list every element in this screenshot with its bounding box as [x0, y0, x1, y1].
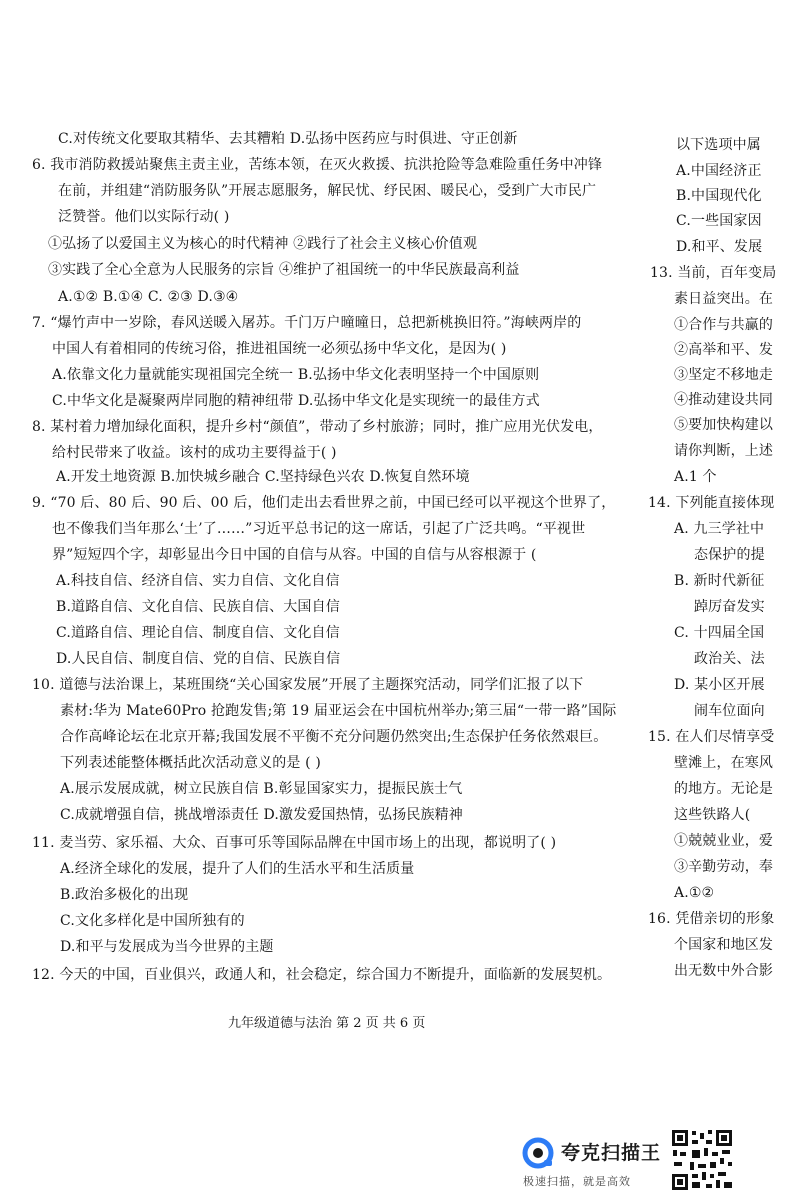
question-8-line: 8. 某村着力增加绿化面积，提升乡村“颜值”，带动了乡村旅游；同时，推广应用光伏发电， — [32, 419, 603, 435]
text-line: B.中国现代化 — [676, 188, 762, 204]
text-line: 这些铁路人( — [674, 807, 751, 823]
text-line: 在前，并组建“消防服务队”开展志愿服务，解民忧、纾民困、暖民心，受到广大市民广 — [58, 183, 597, 199]
text-line: B.道路自信、文化自信、民族自信、大国自信 — [56, 599, 340, 615]
text-line: 踔厉奋发实 — [694, 599, 765, 615]
text-line: C. 十四届全国 — [674, 625, 765, 641]
question-14-line: 14. 下列能直接体现 — [648, 495, 775, 511]
text-line: 也不像我们当年那么‘土’了……”习近平总书记的这一席话，引起了广泛共鸣。“平视世 — [52, 521, 586, 537]
question-15-line: 15. 在人们尽情享受 — [648, 729, 775, 745]
text-line: ①弘扬了以爱国主义为核心的时代精神 ②践行了社会主义核心价值观 — [48, 236, 478, 252]
question-13-line: 13. 当前，百年变局 — [650, 265, 777, 281]
text-line: C.中华文化是凝聚两岸同胞的精神纽带 D.弘扬中华文化是实现统一的最佳方式 — [52, 393, 540, 409]
text-line: 个国家和地区发 — [674, 937, 774, 953]
text-line: ⑤要加快构建以 — [674, 417, 774, 433]
scanner-watermark — [521, 1128, 681, 1192]
text-line: 闹车位面向 — [694, 703, 765, 719]
text-line: 政治关、法 — [694, 651, 765, 667]
text-line: 以下选项中属 — [676, 137, 761, 153]
text-line: 泛赞誉。他们以实际行动( ) — [58, 209, 230, 225]
text-line: 中国人有着相同的传统习俗，推进祖国统一必须弘扬中华文化，是因为( ) — [52, 341, 507, 357]
question-12-line: 12. 今天的中国，百业俱兴，政通人和，社会稳定，综合国力不断提升，面临新的发展契机。 — [32, 967, 612, 983]
text-line: ③辛勤劳动，奉 — [674, 859, 774, 875]
text-line: 素材:华为 Mate60Pro 抢跑发售;第 19 届亚运会在中国杭州举办;第三届“一带一路”国际 — [60, 703, 617, 719]
text-line: D.和平与发展成为当今世界的主题 — [60, 939, 274, 955]
text-line: A.科技自信、经济自信、实力自信、文化自信 — [56, 573, 340, 589]
question-7-line: 7. “爆竹声中一岁除，春风送暖入屠苏。千门万户曈曈日，总把新桃换旧符。”海峡两岸的 — [32, 315, 582, 331]
text-line: 合作高峰论坛在北京开幕;我国发展不平衡不充分问题仍然突出;生态保护任务依然艰巨。 — [60, 729, 608, 745]
text-line: A. 九三学社中 — [674, 521, 765, 537]
question-9-line: 9. “70 后、80 后、90 后、00 后，他们走出去看世界之前，中国已经可以平视这个世界了， — [32, 495, 616, 511]
text-line: 壁滩上，在寒风 — [674, 755, 774, 771]
text-line: ①合作与共赢的 — [674, 317, 774, 333]
text-line: C.一些国家因 — [676, 213, 762, 229]
text-line: A.开发土地资源 B.加快城乡融合 C.坚持绿色兴农 D.恢复自然环境 — [56, 469, 470, 485]
text-line: B. 新时代新征 — [674, 573, 765, 589]
question-10-line: 10. 道德与法治课上，某班围绕“关心国家发展”开展了主题探究活动，同学们汇报了以下 — [32, 677, 584, 693]
text-line: 出无数中外合影 — [674, 963, 774, 979]
page-footer: 九年级道德与法治 第 2 页 共 6 页 — [228, 1016, 426, 1031]
text-line: A.①② B.①④ C. ②③ D.③④ — [58, 289, 239, 305]
question-16-line: 16. 凭借亲切的形象 — [648, 911, 775, 927]
question-6-line: 6. 我市消防救援站聚焦主责主业，苦练本领，在灭火救援、抗洪抢险等急难险重任务中冲锋 — [32, 157, 603, 173]
text-line: C.文化多样化是中国所独有的 — [60, 913, 245, 929]
text-line: D.和平、发展 — [676, 239, 763, 255]
text-line: C.成就增强自信，挑战增添责任 D.激发爱国热情，弘扬民族精神 — [60, 807, 463, 823]
text-line: A.经济全球化的发展，提升了人们的生活水平和生活质量 — [60, 861, 415, 877]
text-line: 下列表述能整体概括此次活动意义的是 ( ) — [60, 755, 321, 771]
text-line: B.政治多极化的出现 — [60, 887, 189, 903]
question-11-line: 11. 麦当劳、家乐福、大众、百事可乐等国际品牌在中国市场上的出现，都说明了( ) — [32, 835, 557, 851]
text-line: A.依靠文化力量就能实现祖国完全统一 B.弘扬中华文化表明坚持一个中国原则 — [52, 367, 540, 383]
qr-code-icon — [670, 1128, 734, 1192]
text-line: ③实践了全心全意为人民服务的宗旨 ④维护了祖国统一的中华民族最高利益 — [48, 262, 520, 278]
text-line: 的地方。无论是 — [674, 781, 774, 797]
watermark-subtitle: 极速扫描，就是高效 — [523, 1175, 631, 1188]
text-line: A.1 个 — [674, 469, 717, 485]
text-line: 界”短短四个字，却彰显出今日中国的自信与从容。中国的自信与从容根源于 ( — [52, 547, 537, 563]
text-line: D. 某小区开展 — [674, 677, 765, 693]
text-line: D.人民自信、制度自信、党的自信、民族自信 — [56, 651, 341, 667]
text-line: C.道路自信、理论自信、制度自信、文化自信 — [56, 625, 340, 641]
watermark-title: 夸克扫描王 — [561, 1142, 662, 1164]
text-line: ②高举和平、发 — [674, 342, 774, 358]
text-line: C.对传统文化要取其精华、去其糟粕 D.弘扬中医药应与时俱进、守正创新 — [58, 131, 518, 147]
text-line: 态保护的提 — [694, 547, 765, 563]
text-line: A.①② — [674, 885, 715, 901]
text-line: A.展示发展成就，树立民族自信 B.彰显国家实力，提振民族士气 — [60, 781, 463, 797]
text-line: ①兢兢业业，爱 — [674, 833, 774, 849]
quark-logo-icon — [521, 1136, 555, 1170]
text-line: ③坚定不移地走 — [674, 367, 774, 383]
text-line: A.中国经济正 — [676, 163, 762, 179]
text-line: ④推动建设共同 — [674, 392, 774, 408]
text-line: 素日益突出。在 — [674, 291, 774, 307]
text-line: 给村民带来了收益。该村的成功主要得益于( ) — [52, 445, 337, 461]
text-line: 请你判断，上述 — [674, 443, 774, 459]
